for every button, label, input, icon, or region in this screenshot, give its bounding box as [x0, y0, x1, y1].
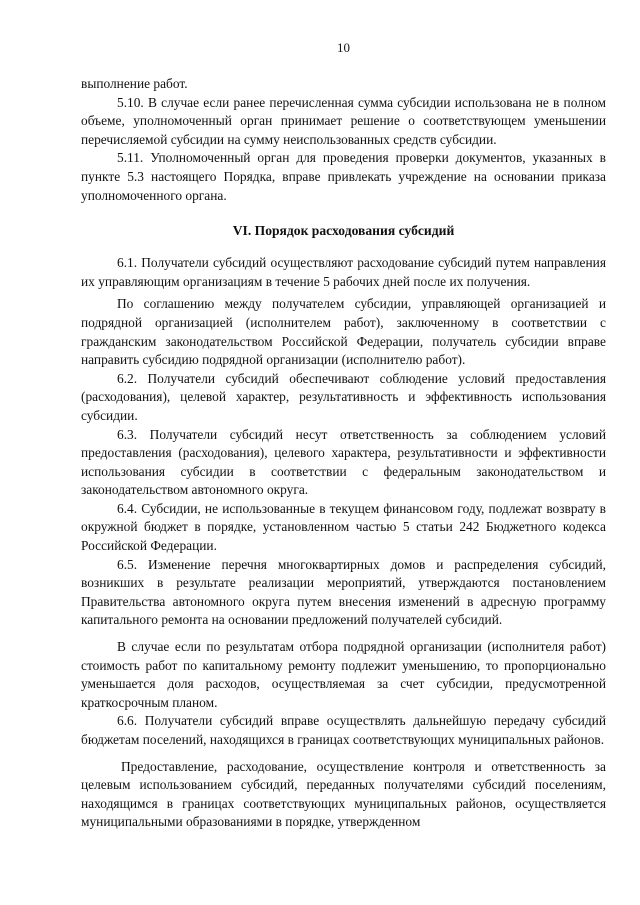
paragraph-6-5: 6.5. Изменение перечня многоквартирных домов и распределения субсидий, возникших в результате реализации мероприятий, утверждаются постановлением Правительства автономного округа путем внесения изменений в адресную программу капитального ремонта на основании предложений получателей субсидий.	[81, 556, 606, 628]
paragraph-6-6-b: Предоставление, расходование, осуществление контроля и ответственность за целевым использованием субсидий, переданных получателями субсидий поселениям, находящимся в границах соответствующих муниципальных районов, осуществляется муниципальными образованиями в порядке, утвержденном	[81, 758, 606, 830]
paragraph-5-11: 5.11. Уполномоченный орган для проведения проверки документов, указанных в пункте 5.3 настоящего Порядка, вправе привлекать учреждение на основании приказа уполномоченного органа.	[81, 150, 606, 203]
paragraph-6-1-b: По соглашению между получателем субсидии, управляющей организацией и подрядной организацией (исполнителем работ), заключенному в соответствии с гражданским законодательством Российской Федерации, получатель субсидии вправе направить субсидию подрядной организации (исполнителю работ).	[81, 296, 606, 368]
section-title: VI. Порядок расходования субсидий	[232, 223, 455, 239]
page-number: 10	[337, 40, 350, 55]
paragraph-6-3: 6.3. Получатели субсидий несут ответственность за соблюдением условий предоставления (расходования), целевого характера, результативности и эффективности использования субсидии в соответствии с федеральным законодательством и законодательством автономного округа.	[81, 426, 606, 498]
paragraph-6-5-b: В случае если по результатам отбора подрядной организации (исполнителя работ) стоимость работ по капитальному ремонту подлежит уменьшению, то пропорционально уменьшается доля расходов, осуществляемая за счет субсидии, предусмотренной краткосрочным планом.	[81, 639, 606, 710]
paragraph-6-4: 6.4. Субсидии, не использованные в текущем финансовом году, подлежат возврату в окружной бюджет в порядке, установленном частью 5 статьи 242 Бюджетного кодекса Российской Федерации.	[81, 500, 606, 554]
paragraph-intro: выполнение работ.	[81, 76, 188, 91]
paragraph-6-2: 6.2. Получатели субсидий обеспечивают соблюдение условий предоставления (расходования), целевой характер, результативность и эффективность использования субсидии.	[81, 370, 606, 423]
paragraph-5-10: 5.10. В случае если ранее перечисленная сумма субсидии использована не в полном объеме, уполномоченный орган принимает решение о соответствующем уменьшении перечисляемой субсидии на сумму неиспользованных средств субсидии.	[81, 94, 606, 147]
paragraph-6-1: 6.1. Получатели субсидий осуществляют расходование субсидий путем направления их управляющим организациям в течение 5 рабочих дней после их получения.	[81, 255, 606, 289]
paragraph-6-6: 6.6. Получатели субсидий вправе осуществлять дальнейшую передачу субсидий бюджетам поселений, находящихся в границах соответствующих муниципальных районов.	[81, 713, 606, 747]
